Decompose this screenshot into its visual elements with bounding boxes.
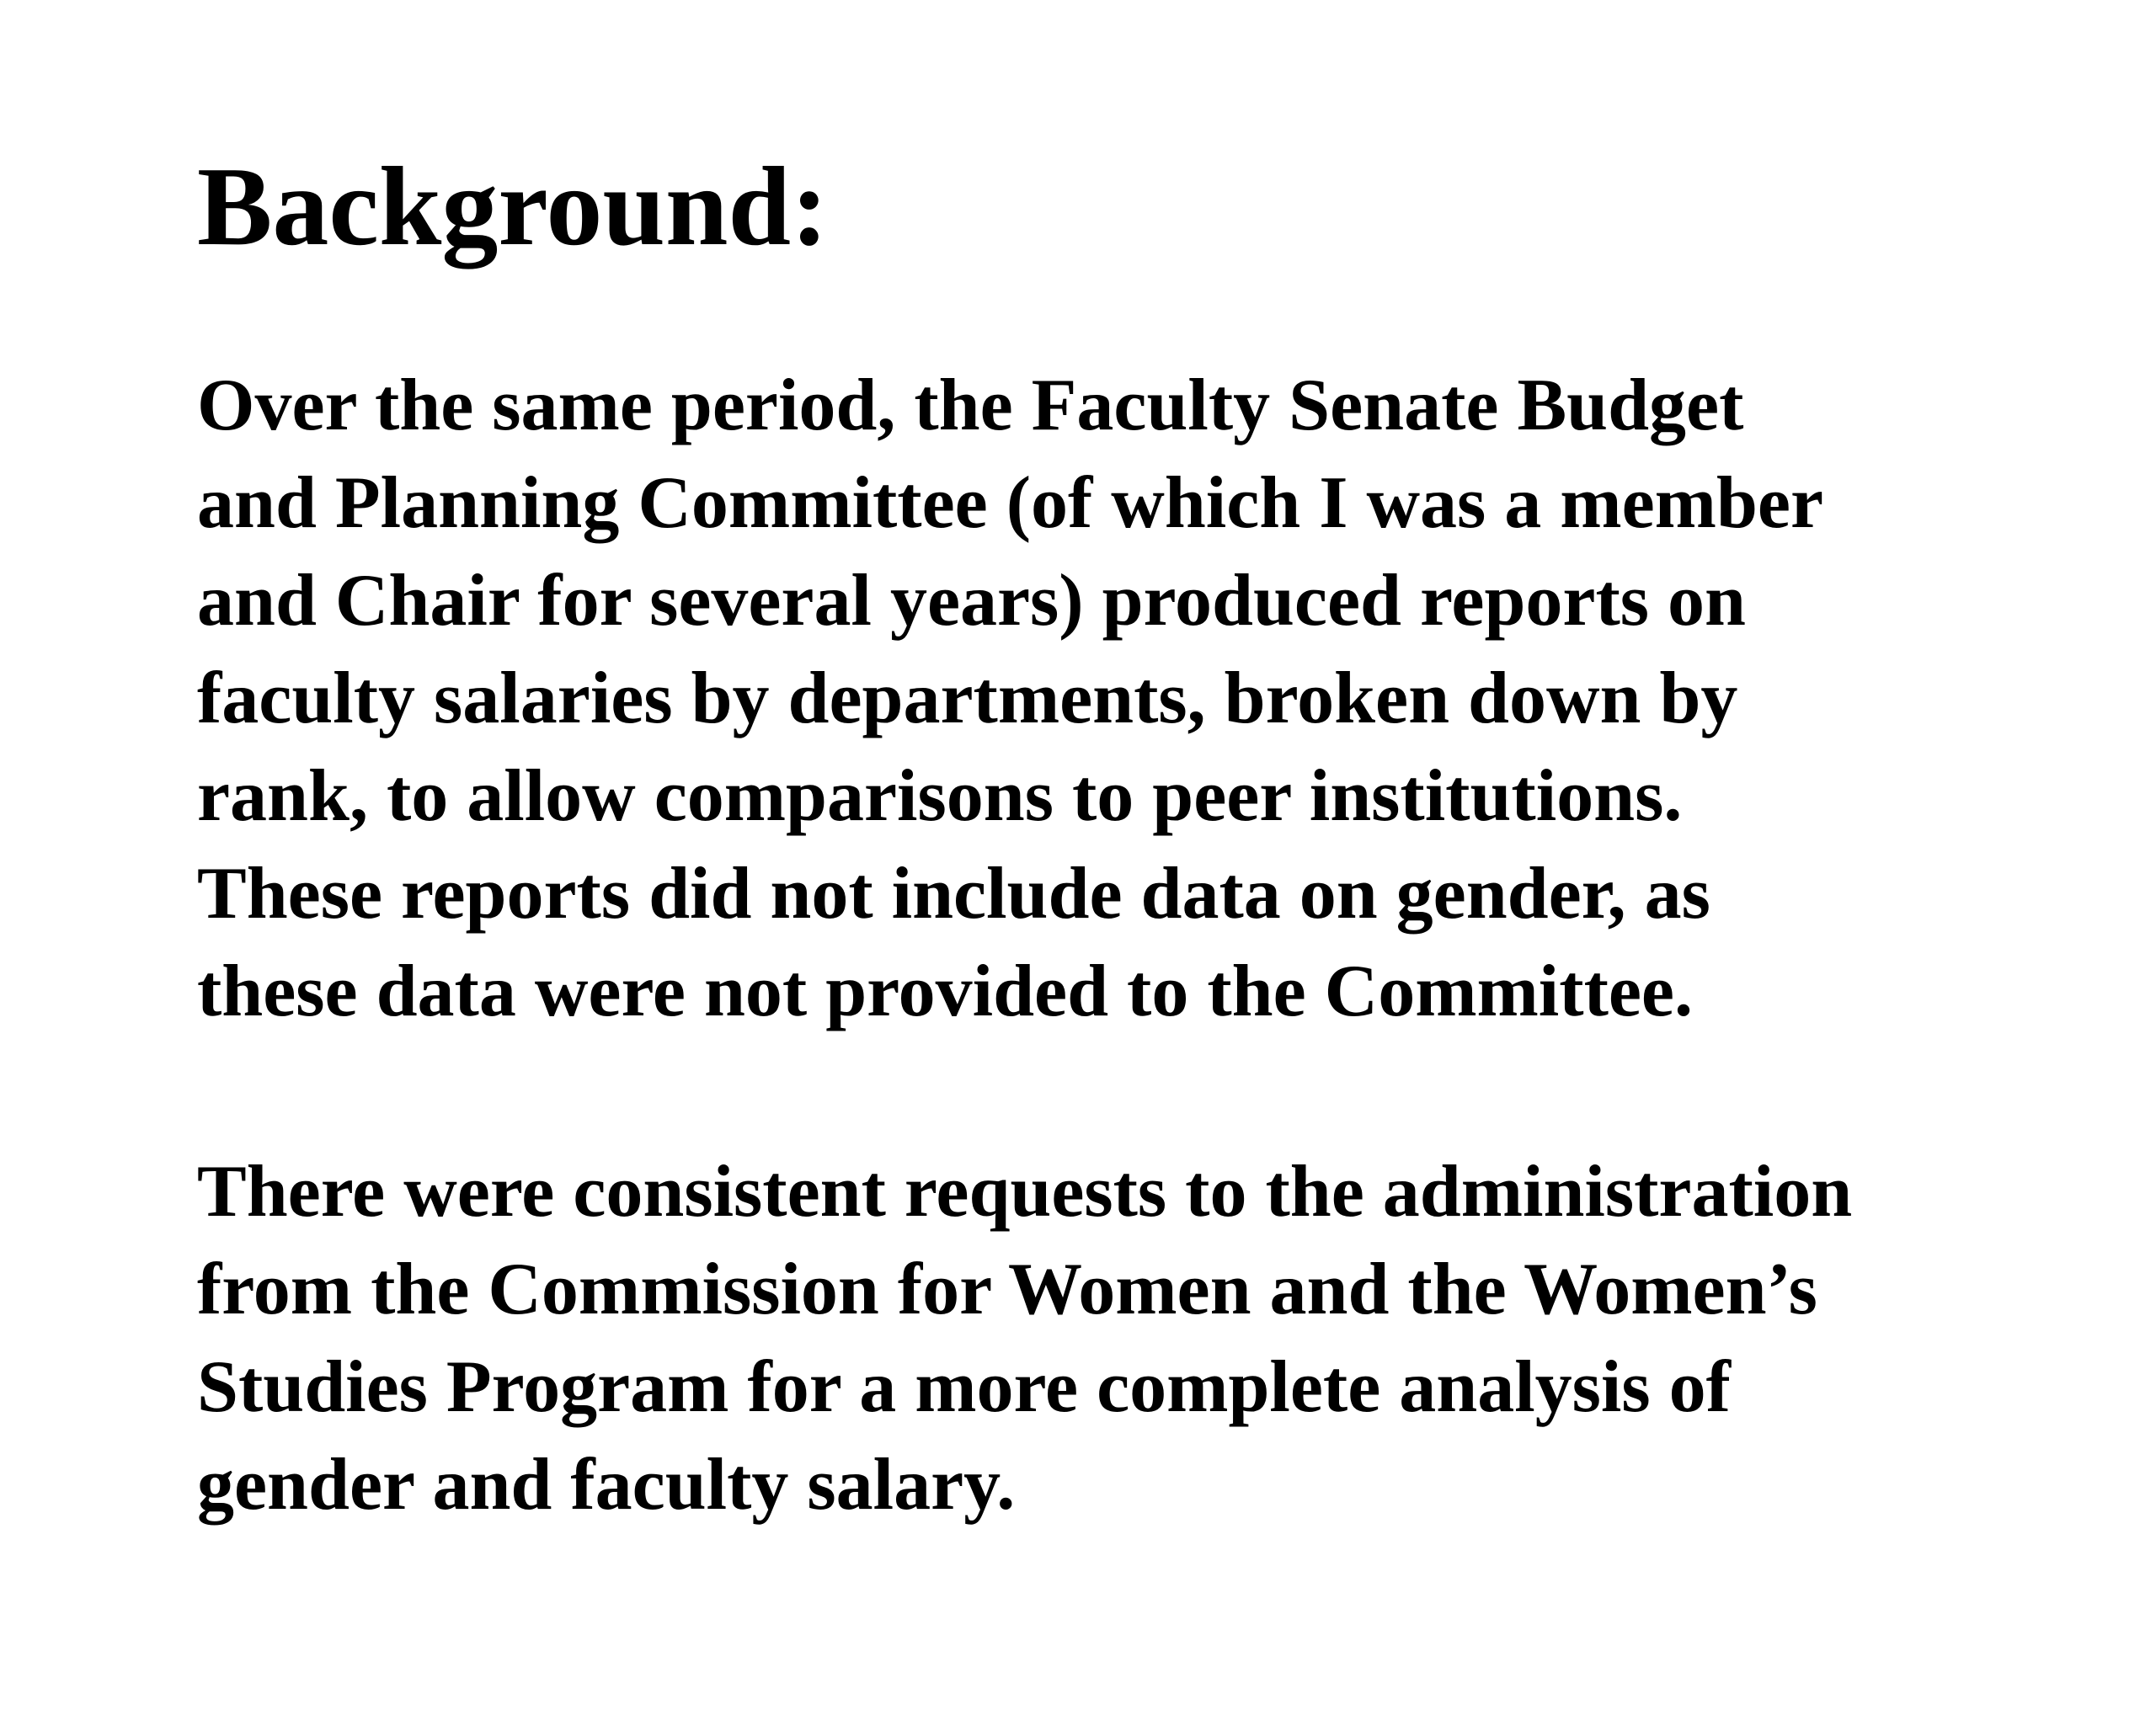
paragraph-requests (197, 1143, 1852, 1534)
paragraph-line: Over the same period, the Faculty Senate Budget (197, 365, 1744, 446)
paragraph-line: rank, to allow comparisons to peer institutions. (197, 755, 1683, 837)
paragraph-line: faculty salaries by departments, broken down by (197, 658, 1738, 739)
paragraph-senate-reports (197, 357, 1823, 1041)
paragraph-line: There were consistent requests to the administration (197, 1151, 1853, 1233)
paragraph-line: from the Commission for Women and the Women’s (197, 1249, 1817, 1330)
paragraph-line: and Planning Committee (of which I was a member (197, 462, 1824, 544)
paragraph-line: These reports did not include data on gender, as (197, 853, 1710, 935)
slide-title: Background: (197, 144, 829, 269)
paragraph-line: gender and faculty salary. (197, 1444, 1016, 1526)
paragraph-line: and Chair for several years) produced reports on (197, 560, 1746, 642)
paragraph-line: these data were not provided to the Committee. (197, 951, 1693, 1032)
paragraph-line: Studies Program for a more complete analysis of (197, 1346, 1731, 1428)
